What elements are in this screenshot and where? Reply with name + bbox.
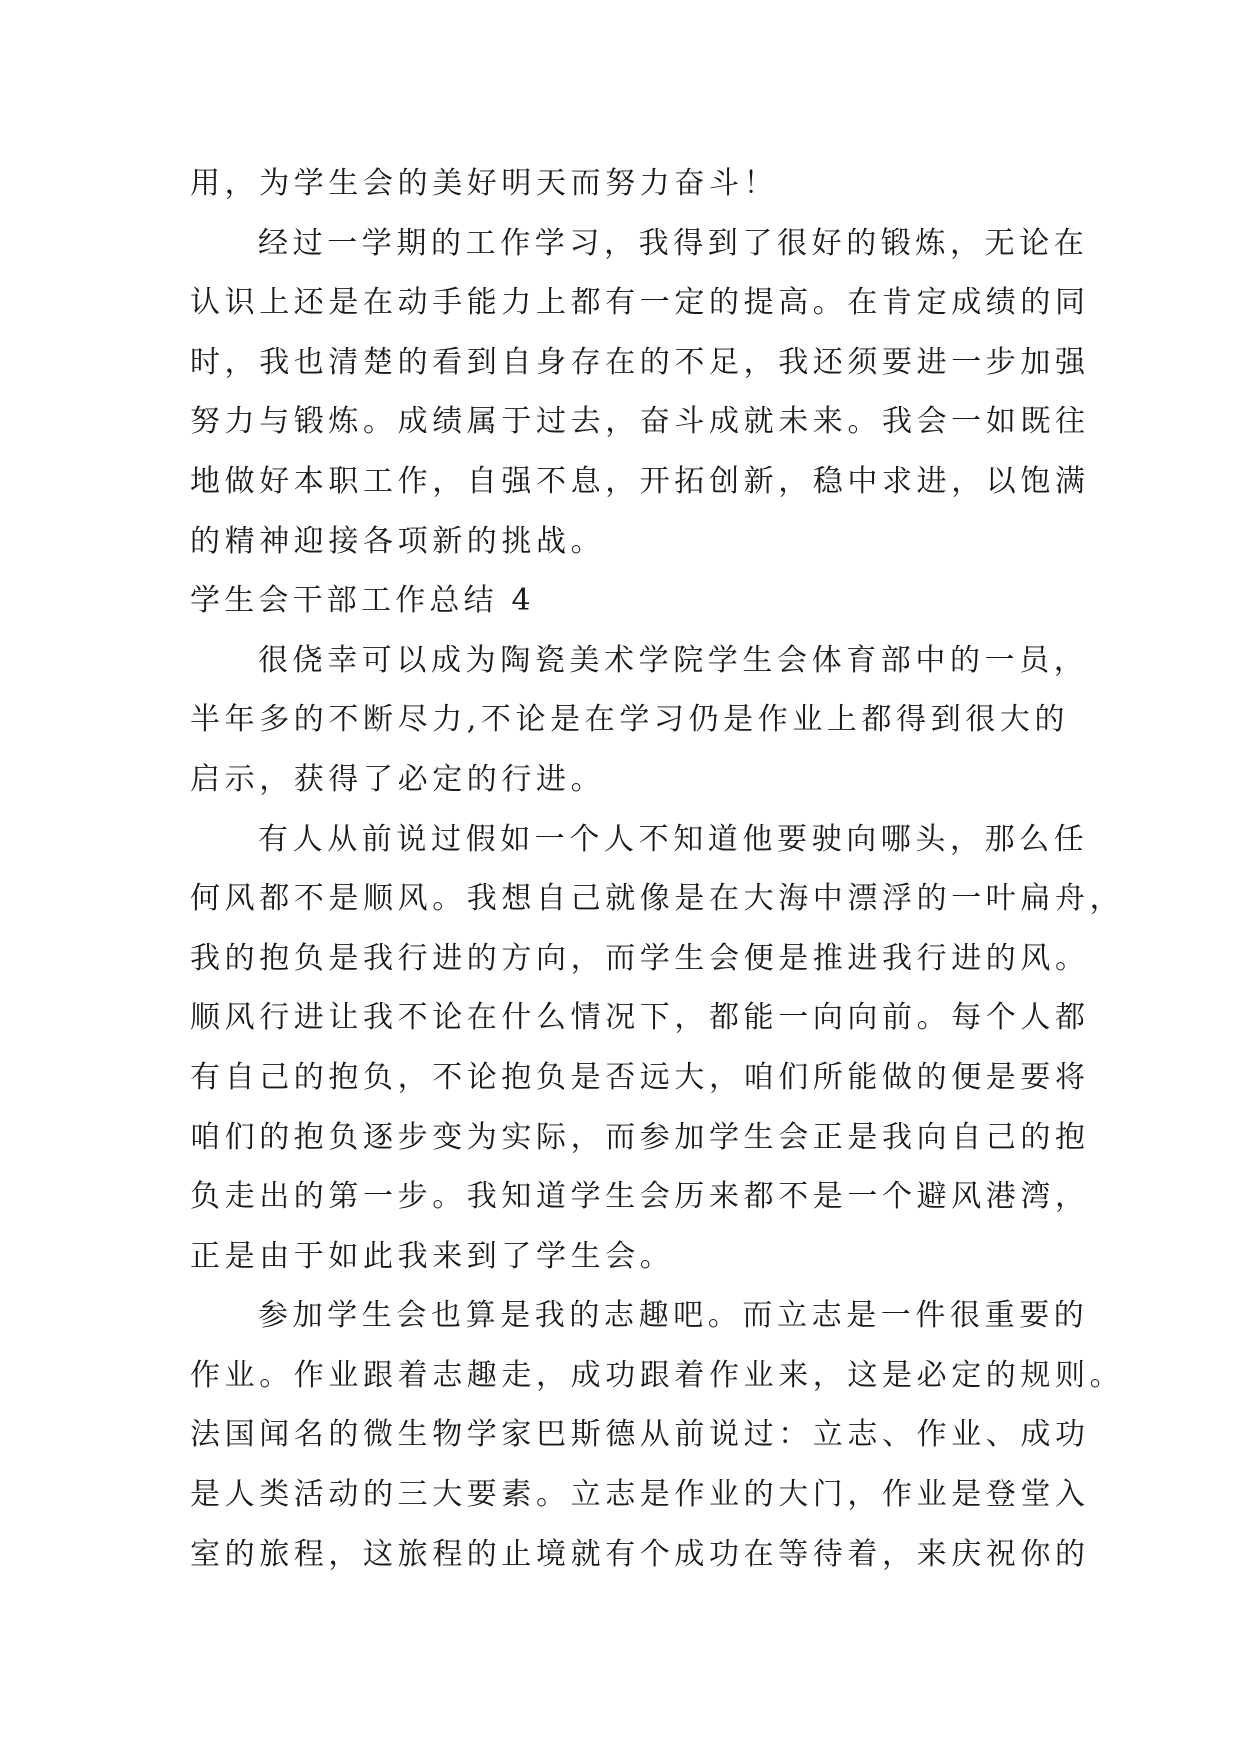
text-line: 法国闻名的微生物学家巴斯德从前说过：立志、作业、成功: [190, 1417, 1090, 1453]
document-body: [190, 154, 1125, 1584]
text-line: 何风都不是顺风。我想自己就像是在大海中漂浮的一叶扁舟，: [190, 881, 1125, 917]
text-line: 时，我也清楚的看到自身存在的不足，我还须要进一步加强: [190, 344, 1090, 380]
text-line: 顺风行进让我不论在什么情况下，都能一向向前。每个人都: [190, 1000, 1090, 1036]
section-heading: 学生会干部工作总结 4: [190, 583, 535, 619]
text-line: 用，为学生会的美好明天而努力奋斗！: [190, 166, 779, 201]
text-line: 启示，获得了必定的行进。: [190, 761, 606, 797]
paragraph-first-line: 经过一学期的工作学习，我得到了很好的锻炼，无论在: [258, 225, 1089, 261]
text-line: 作业。作业跟着志趣走，成功跟着作业来，这是必定的规则。: [190, 1357, 1125, 1393]
text-line: 是人类活动的三大要素。立志是作业的大门，作业是登堂入: [190, 1477, 1090, 1513]
text-line: 的精神迎接各项新的挑战。: [190, 523, 606, 559]
text-line: 我的抱负是我行进的方向，而学生会便是推进我行进的风。: [190, 940, 1090, 976]
text-line: 正是由于如此我来到了学生会。: [190, 1238, 675, 1274]
text-line: 有自己的抱负，不论抱负是否远大，咱们所能做的便是要将: [190, 1059, 1090, 1095]
text-line: 咱们的抱负逐步变为实际，而参加学生会正是我向自己的抱: [190, 1119, 1090, 1155]
text-line: 地做好本职工作，自强不息，开拓创新，稳中求进，以饱满: [190, 463, 1090, 499]
paragraph-first-line: 很侥幸可以成为陶瓷美术学院学生会体育部中的一员，: [258, 642, 1089, 678]
text-line: 半年多的不断尽力,不论是在学习仍是作业上都得到很大的: [190, 702, 1070, 738]
paragraph-first-line: 有人从前说过假如一个人不知道他要驶向哪头，那么任: [258, 821, 1089, 857]
text-line: 认识上还是在动手能力上都有一定的提高。在肯定成绩的同: [190, 285, 1090, 321]
paragraph-first-line: 参加学生会也算是我的志趣吧。而立志是一件很重要的: [258, 1298, 1089, 1334]
text-line: 负走出的第一步。我知道学生会历来都不是一个避风港湾，: [190, 1179, 1090, 1215]
text-line: 努力与锻炼。成绩属于过去，奋斗成就未来。我会一如既往: [190, 404, 1090, 440]
text-line: 室的旅程，这旅程的止境就有个成功在等待着，来庆祝你的: [190, 1536, 1090, 1572]
